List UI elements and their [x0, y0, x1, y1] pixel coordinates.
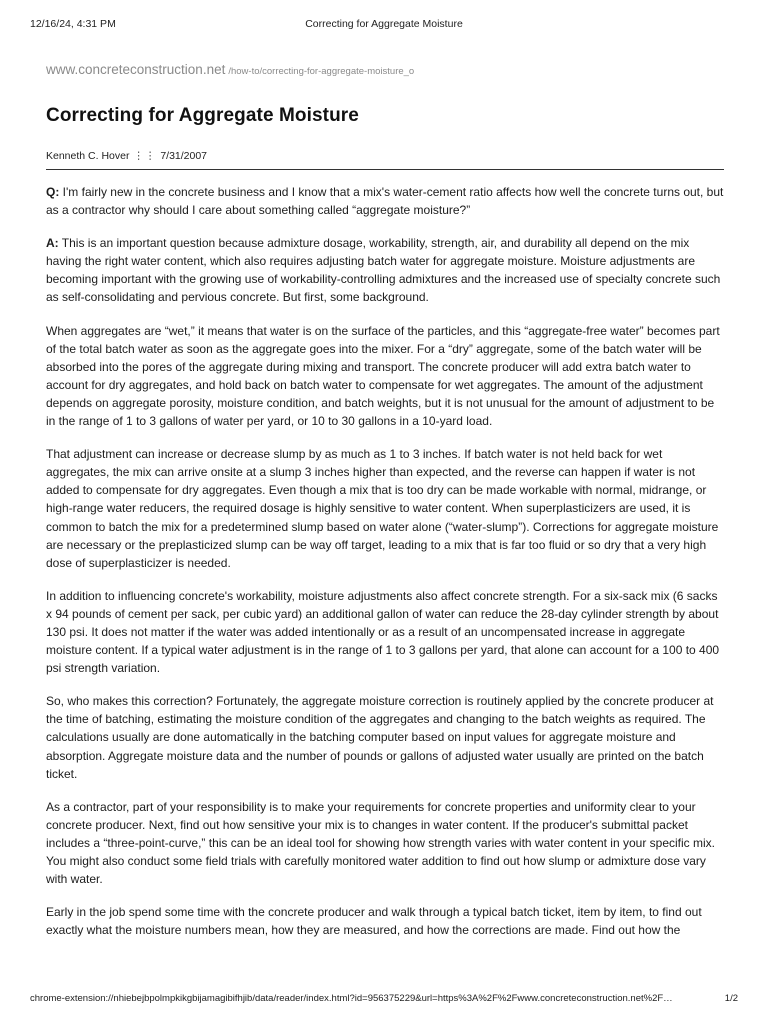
body-paragraph-6: Early in the job spend some time with the concrete producer and walk through a typical batch ticket, item by item, to find out exactly what the moisture numbers mean, how they are measured, and how the corrections are made. Find out how the [46, 905, 702, 938]
answer-text: This is an important question because admixture dosage, workability, strength, air, and durability all depend on the mix having the right water content, which also requires adjusting batch water for aggregate moisture. Moisture adjustments are becoming important with the growing use of workability-controlling admixtures and the increased use of specialty concrete such as self-consolidating and pervious concrete. But first, some background. [46, 236, 721, 305]
publish-date: 7/31/2007 [160, 150, 208, 162]
byline-separator: ⋮⋮ [133, 150, 157, 162]
page-number: 1/2 [724, 993, 738, 1004]
source-url[interactable] [46, 62, 724, 77]
body-paragraph-1: When aggregates are “wet,” it means that water is on the surface of the particles, and this “aggregate-free water” becomes part of the total batch water as soon as the aggregate goes into the mixer. For a “dry” aggregate, some of the batch water will be absorbed into the pores of the aggregate during mixing and transport. The concrete producer will add extra batch water to account for dry aggregates, and hold back on batch water to compensate for wet aggregates. The amount of the adjustment depends on aggregate porosity, moisture condition, and batch weights, but it is not unusual for the amount of adjustment to be in the range of 1 to 3 gallons of water per yard, or 10 to 30 gallons in a 10-yard load. [46, 323, 720, 429]
body-paragraph-5: As a contractor, part of your responsibility is to make your requirements for concrete properties and uniformity clear to your concrete producer. Next, find out how sensitive your mix is to changes in water content. If the producer's submittal packet includes a “three-point-curve,” this can be an ideal tool for showing how strength varies with water content in your specific mix. You might also conduct some field trials with carefully monitored water addition to find out how slump or admixture dose vary with water. [46, 799, 715, 887]
question-text: I'm fairly new in the concrete business and I know that a mix's water-cement ratio affects how well the concrete turns out, but as a contractor why should I care about something called “aggregate moisture?” [46, 185, 724, 218]
body-paragraph-3: In addition to influencing concrete's workability, moisture adjustments also affect concrete strength. For a six-sack mix (6 sacks x 94 pounds of cement per sack, per cubic yard) an additional gallon of water can reduce the 28-day cylinder strength by about 130 psi. It does not matter if the water was added intentionally or as a result of an uncompensated increase in aggregate moisture content. If a typical water adjustment is in the range of 1 to 3 gallons per yard, that alone can account for a 100 to 400 psi strength variation. [46, 588, 720, 676]
answer-paragraph [46, 234, 724, 306]
print-url: chrome-extension://nhiebejbpolmpkikgbijamagibifhjib/data/reader/index.html?id=956375229&url=https%3A%2F%2Fwww.concreteconstruction.net%2F… [30, 993, 673, 1004]
article-body [46, 183, 724, 939]
source-path[interactable]: /how-to/correcting-for-aggregate-moisture_o [228, 66, 415, 77]
body-paragraph-4: So, who makes this correction? Fortunately, the aggregate moisture correction is routinely applied by the concrete producer at the time of batching, estimating the moisture condition of the aggregates and changing to the batch weights as required. The calculations usually are done automatically in the batching computer based on input values for aggregate moisture and absorption. Aggregate moisture data and the number of pounds or gallons of adjusted water usually are printed on the batch ticket. [46, 694, 714, 781]
author-name: Kenneth C. Hover [46, 150, 130, 162]
source-domain[interactable]: www.concreteconstruction.net [46, 62, 226, 77]
question-paragraph [46, 183, 724, 219]
q-label: Q: [46, 185, 60, 199]
article-title: Correcting for Aggregate Moisture [46, 105, 359, 126]
byline [46, 150, 724, 170]
print-header [30, 18, 738, 32]
article [46, 62, 724, 954]
body-paragraph-2: That adjustment can increase or decrease slump by as much as 1 to 3 inches. If batch water is not held back for wet aggregates, the mix can arrive onsite at a slump 3 inches higher than expected, and the reverse can happen if water is not added to compensate for dry aggregates. Even though a mix that is too dry can be made workable with normal, midrange, or high-range water reducers, the required dosage is highly sensitive to water content. When superplasticizers are used, it is common to batch the mix for a predetermined slump based on water alone (“water-slump”). Corrections for aggregate moisture are necessary or the preplasticized slump can be way off target, leading to a mix that is far too fluid or so dry that a very high dose of superplasticizer is needed. [46, 447, 719, 570]
print-footer [30, 993, 738, 1007]
print-doc-title: Correcting for Aggregate Moisture [305, 18, 463, 30]
print-datetime: 12/16/24, 4:31 PM [30, 18, 116, 30]
a-label: A: [46, 236, 59, 251]
